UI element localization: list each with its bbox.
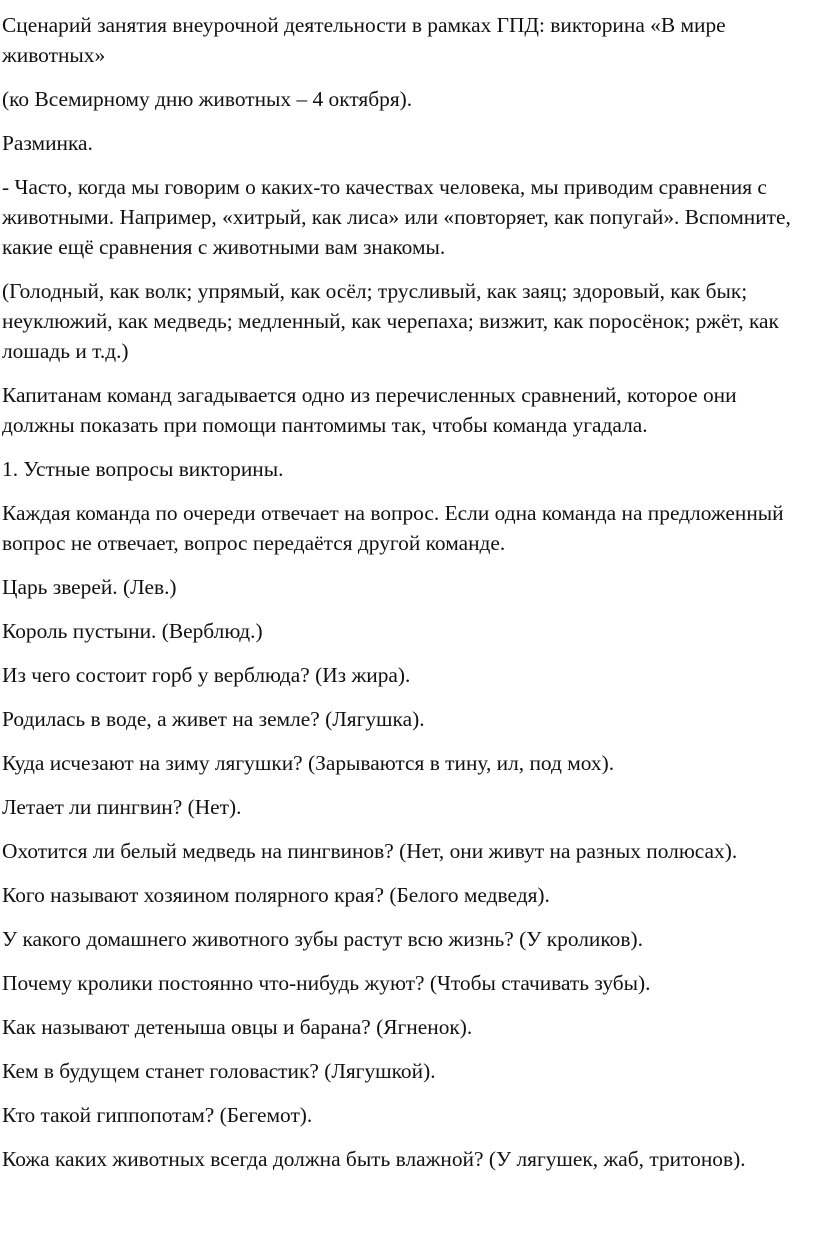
section-heading-oral-questions: 1. Устные вопросы викторины. [2,457,284,481]
document-title: Сценарий занятия внеурочной деятельности в рамках ГПД: викторина «В мире животных» [2,13,726,67]
paragraph-intro: - Часто, когда мы говорим о каких-то качествах человека, мы приводим сравнения с животными. Например, «хитрый, как лиса» или «повторяет, как попугай». Вспомните, какие ещё сравнения с животными вам знакомы. [2,175,791,259]
document-subtitle: (ко Всемирному дню животных – 4 октября). [2,87,413,111]
quiz-question: Из чего состоит горб у верблюда? (Из жира). [2,663,411,687]
quiz-question: Кто такой гиппопотам? (Бегемот). [2,1103,313,1127]
paragraph-comparisons: (Голодный, как волк; упрямый, как осёл; трусливый, как заяц; здоровый, как бык; неуклюжий, как медведь; медленный, как черепаха; визжит, как поросёнок; ржёт, как лошадь и т.д.) [2,279,779,363]
paragraph-rules: Каждая команда по очереди отвечает на вопрос. Если одна команда на предложенный вопрос не отвечает, вопрос передаётся другой команде. [2,501,784,555]
quiz-question: Кого называют хозяином полярного края? (Белого медведя). [2,883,550,907]
quiz-question: Почему кролики постоянно что-нибудь жуют? (Чтобы стачивать зубы). [2,971,651,995]
quiz-question: Охотится ли белый медведь на пингвинов? (Нет, они живут на разных полюсах). [2,839,738,863]
quiz-question: Куда исчезают на зиму лягушки? (Зарываются в тину, ил, под мох). [2,751,615,775]
quiz-question: Кем в будущем станет головастик? (Лягушкой). [2,1059,436,1083]
quiz-question: Родилась в воде, а живет на земле? (Лягушка). [2,707,425,731]
quiz-question: Как называют детеныша овцы и барана? (Ягненок). [2,1015,473,1039]
quiz-question: Царь зверей. (Лев.) [2,575,177,599]
quiz-question: Летает ли пингвин? (Нет). [2,795,242,819]
section-heading-warmup: Разминка. [2,131,93,155]
quiz-question: Кожа каких животных всегда должна быть влажной? (У лягушек, жаб, тритонов). [2,1147,746,1171]
quiz-question: У какого домашнего животного зубы растут всю жизнь? (У кроликов). [2,927,643,951]
paragraph-captains: Капитанам команд загадывается одно из перечисленных сравнений, которое они должны показать при помощи пантомимы так, чтобы команда угадала. [2,383,737,437]
quiz-question: Король пустыни. (Верблюд.) [2,619,263,643]
